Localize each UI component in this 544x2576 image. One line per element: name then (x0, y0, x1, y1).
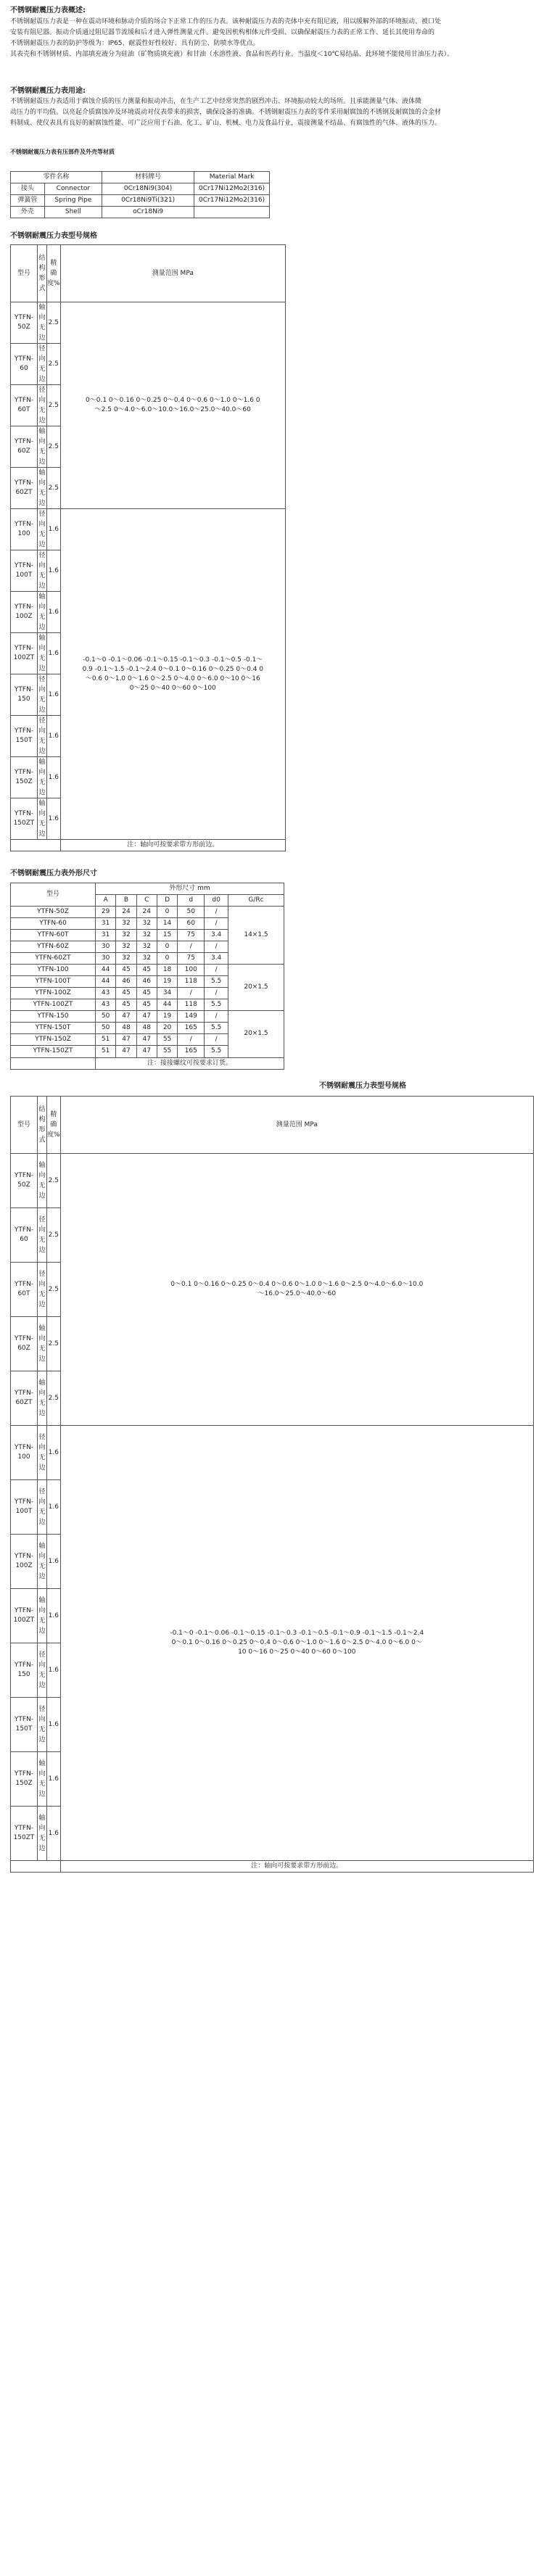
structure-cell: 径向无边 (38, 1698, 47, 1752)
table-cell: 24 (136, 906, 157, 917)
table-row (11, 509, 286, 550)
header-model: 型号 (11, 1097, 38, 1154)
table-cell: 55 (157, 1034, 177, 1046)
table-cell: 0Cr18Ni9(304) (102, 183, 194, 194)
document (10, 6, 534, 1873)
table-cell: 5.5 (205, 1023, 228, 1034)
table-row (11, 965, 284, 976)
usage-line: 动压力的平均值。以亮起介质腐蚀冲及环境震动对仪表带来的损害，确保设备的准确。不锈钢耐震压力表的零件采用耐腐蚀的不锈钢及耐腐蚀的合金材 (10, 109, 442, 116)
table-cell: 118 (178, 976, 205, 988)
table-cell: 45 (136, 965, 157, 976)
table-cell: 45 (116, 965, 136, 976)
table-cell: oCr18Ni9 (102, 206, 194, 218)
header-dim-col: C (136, 894, 157, 906)
range-cell: -0.1～0 -0.1～0.06 -0.1～0.15 -0.1～0.3 -0.1～0.5 -0.1～0.9 -0.1～1.5 -0.1～2.4 0～0.1 0～0.16 0～0.25 0～0.4 0～0.6 0～1.0 0～1.6 0～2.5 0～4.0 0～6.0 0～10 0～16 0～25 0～40 0～60 0～100 (60, 1426, 533, 1861)
note-cell: 注：轴向可按要求带方形前边。 (60, 840, 285, 851)
table-cell: 165 (178, 1046, 205, 1057)
model-cell: YTFN-100Z (11, 592, 38, 633)
table-cell: 47 (136, 1046, 157, 1057)
model-cell: YTFN-150 (11, 674, 38, 716)
accuracy-cell: 1.6 (47, 1426, 61, 1480)
header-dim-col: G/Rc (228, 894, 284, 906)
header-dim-col: d (178, 894, 205, 906)
table-cell: / (205, 988, 228, 999)
table-cell: 32 (116, 930, 136, 941)
table-cell: 44 (96, 965, 116, 976)
accuracy-cell: 1.6 (47, 674, 61, 716)
overview-title: 不锈钢耐震压力表概述: (10, 7, 86, 15)
materials-header-grade: 材料牌号 (102, 171, 194, 183)
table-cell: / (205, 941, 228, 953)
structure-cell: 轴向无边 (38, 302, 47, 344)
table-cell (194, 206, 270, 218)
table-cell: / (205, 965, 228, 976)
table-cell: 60 (178, 917, 205, 929)
table-cell: 47 (136, 1034, 157, 1046)
accuracy-cell: 1.6 (47, 1752, 61, 1807)
accuracy-cell: 1.6 (47, 1643, 61, 1698)
usage-section (10, 86, 534, 130)
model-cell: YTFN-60Z (11, 1317, 38, 1371)
structure-cell: 轴向无边 (38, 1317, 47, 1371)
table-cell: YTFN-60ZT (11, 953, 96, 965)
table-cell: 45 (136, 999, 157, 1011)
table-cell: 29 (96, 906, 116, 917)
header-dims-group: 外形尺寸 mm (96, 883, 284, 894)
accuracy-cell: 2.5 (47, 1263, 61, 1317)
structure-cell: 径向无边 (38, 385, 47, 426)
table-cell: 32 (116, 953, 136, 965)
range-cell: 0～0.1 0～0.16 0～0.25 0～0.4 0～0.6 0～1.0 0～1.6 0～2.5 0～4.0～6.0～10.0～16.0～25.0～40.0～60 (60, 302, 285, 509)
table-cell: 24 (116, 906, 136, 917)
table-cell: YTFN-100 (11, 965, 96, 976)
table-cell: 45 (116, 999, 136, 1011)
table-cell: / (205, 1034, 228, 1046)
table-cell: YTFN-50Z (11, 906, 96, 917)
materials-table (10, 171, 270, 218)
materials-header-part: 零件名称 (11, 171, 102, 183)
spec1-title: 不锈钢耐震压力表型号规格 (10, 231, 97, 240)
structure-cell: 径向无边 (38, 344, 47, 385)
table-cell: 51 (96, 1046, 116, 1057)
table-cell: 51 (96, 1034, 116, 1046)
model-cell: YTFN-60 (11, 1208, 38, 1263)
structure-cell: 轴向无边 (38, 468, 47, 509)
table-cell: YTFN-60T (11, 930, 96, 941)
spec2-section (10, 1081, 534, 1873)
structure-cell: 径向无边 (38, 1426, 47, 1480)
structure-cell: 径向无边 (38, 1263, 47, 1317)
accuracy-cell: 1.6 (47, 798, 61, 840)
header-structure: 结构形式 (38, 1097, 47, 1154)
table-cell: YTFN-100Z (11, 988, 96, 999)
table-cell: 0Cr17Ni12Mo2(316) (194, 183, 270, 194)
usage-line: 料制成、使仪表具有良好的耐腐蚀性能、可广泛应用于石油、化工、矿山、机械、电力及食品行业，震接测量不结晶、有腐蚀性的气体、液体的压力。 (10, 120, 442, 127)
table-cell: / (178, 1034, 205, 1046)
structure-cell: 径向无边 (38, 1480, 47, 1535)
model-cell: YTFN-150T (11, 1698, 38, 1752)
model-cell: YTFN-60T (11, 1263, 38, 1317)
table-cell: 32 (136, 941, 157, 953)
range-cell: -0.1～0 -0.1～0.06 -0.1～0.15 -0.1～0.3 -0.1～0.5 -0.1～0.9 -0.1～1.5 -0.1～2.4 0～0.1 0～0.16 0～0.25 0～0.4 0～0.6 0～1.0 0～1.6 0～2.5 0～4.0 0～6.0 0～10 0～16 0～25 0～40 0～60 0～100 (60, 509, 285, 840)
table-cell: 47 (116, 1011, 136, 1023)
model-cell: YTFN-100T (11, 1480, 38, 1535)
table-cell: 44 (96, 976, 116, 988)
note-row (11, 1861, 534, 1873)
accuracy-cell: 2.5 (47, 385, 61, 426)
table-cell: 19 (157, 1011, 177, 1023)
table-cell: 47 (136, 1011, 157, 1023)
dims-title: 不锈钢耐震压力表外形尺寸 (10, 870, 97, 878)
table-cell: YTFN-150 (11, 1011, 96, 1023)
table-cell: 20 (157, 1023, 177, 1034)
structure-cell: 径向无边 (38, 509, 47, 550)
structure-cell: 轴向无边 (38, 1371, 47, 1426)
table-cell: 15 (157, 930, 177, 941)
spec2-table (10, 1096, 534, 1873)
structure-cell: 轴向无边 (38, 1535, 47, 1589)
model-cell: YTFN-150 (11, 1643, 38, 1698)
model-cell: YTFN-50Z (11, 302, 38, 344)
accuracy-cell: 2.5 (47, 1208, 61, 1263)
model-cell: YTFN-100ZT (11, 1589, 38, 1643)
model-cell: YTFN-60ZT (11, 1371, 38, 1426)
table-cell: 75 (178, 953, 205, 965)
table-cell: 50 (178, 906, 205, 917)
note-spacer (11, 1057, 96, 1069)
header-dim-col: B (116, 894, 136, 906)
usage-title: 不锈钢耐震压力表用途: (10, 86, 86, 95)
table-cell: 19 (157, 976, 177, 988)
note-cell: 注：轴向可按要求带方形前边。 (60, 1861, 533, 1873)
table-cell: 32 (136, 930, 157, 941)
table-cell: 3.4 (205, 953, 228, 965)
table-cell: / (178, 988, 205, 999)
spec1-table (10, 244, 286, 851)
accuracy-cell: 1.6 (47, 509, 61, 550)
model-cell: YTFN-150T (11, 716, 38, 757)
model-cell: YTFN-60ZT (11, 468, 38, 509)
table-cell: 5.5 (205, 1046, 228, 1057)
structure-cell: 轴向无边 (38, 1589, 47, 1643)
accuracy-cell: 1.6 (47, 1698, 61, 1752)
table-cell: Spring Pipe (44, 194, 102, 206)
model-cell: YTFN-100 (11, 509, 38, 550)
structure-cell: 径向无边 (38, 550, 47, 592)
accuracy-cell: 1.6 (47, 1480, 61, 1535)
header-model: 型号 (11, 245, 38, 302)
table-row (11, 1011, 284, 1023)
model-cell: YTFN-60T (11, 385, 38, 426)
table-cell: 165 (178, 1023, 205, 1034)
accuracy-cell: 1.6 (47, 1535, 61, 1589)
overview-line: 其表壳和不锈钢材质、内部填充液分为硅油（矿物质填充液）和甘油（水溶性液、食品和医药行业、当温度＜10℃易结晶、此环境不能使用甘油压力表）。 (10, 50, 454, 58)
thread-cell: 20×1.5 (228, 965, 284, 1011)
table-cell: 31 (96, 917, 116, 929)
note-cell: 注：接接螺纹可按要求订货。 (96, 1057, 284, 1069)
structure-cell: 轴向无边 (38, 798, 47, 840)
thread-cell: 20×1.5 (228, 1011, 284, 1057)
model-cell: YTFN-60 (11, 344, 38, 385)
structure-cell: 轴向无边 (38, 757, 47, 798)
table-cell: 外壳 (11, 206, 45, 218)
table-cell: YTFN-150T (11, 1023, 96, 1034)
table-cell: 48 (136, 1023, 157, 1034)
header-dim-col: D (157, 894, 177, 906)
note-row (11, 1057, 284, 1069)
table-row (11, 206, 270, 218)
overview-line: 不锈钢耐震压力表的防护等级为：IP65、耐震性好性较好、具有防尘、防喷水等优点。 (10, 39, 260, 47)
model-cell: YTFN-100Z (11, 1535, 38, 1589)
header-dim-col: d0 (205, 894, 228, 906)
table-cell: YTFN-150Z (11, 1034, 96, 1046)
table-cell: 30 (96, 953, 116, 965)
materials-section (10, 148, 534, 218)
header-range: 测量范围 MPa (60, 1097, 533, 1154)
accuracy-cell: 2.5 (47, 302, 61, 344)
accuracy-cell: 2.5 (47, 1317, 61, 1371)
accuracy-cell: 2.5 (47, 426, 61, 468)
table-cell: 31 (96, 930, 116, 941)
overview-line: 不锈钢耐震压力表是一种在震动环境和脉动介质的场合下正常工作的压力表。该种耐震压力表的壳体中充有阻尼液，用以缓解外部的环境振动、被口处 (10, 17, 442, 25)
spec2-title: 不锈钢耐震压力表型号规格 (319, 1081, 406, 1090)
table-cell: 46 (116, 976, 136, 988)
model-cell: YTFN-100T (11, 550, 38, 592)
table-cell: YTFN-60 (11, 917, 96, 929)
table-cell: 弹簧管 (11, 194, 45, 206)
table-row (11, 302, 286, 344)
accuracy-cell: 1.6 (47, 716, 61, 757)
table-cell: 50 (96, 1011, 116, 1023)
accuracy-cell: 1.6 (47, 1807, 61, 1861)
header-dim-col: A (96, 894, 116, 906)
table-cell: 43 (96, 999, 116, 1011)
structure-cell: 轴向无边 (38, 1752, 47, 1807)
table-cell: YTFN-100ZT (11, 999, 96, 1011)
accuracy-cell: 1.6 (47, 757, 61, 798)
table-cell: / (205, 1011, 228, 1023)
table-cell: / (205, 917, 228, 929)
table-cell: 5.5 (205, 999, 228, 1011)
table-cell: 3.4 (205, 930, 228, 941)
table-cell: 44 (157, 999, 177, 1011)
accuracy-cell: 1.6 (47, 550, 61, 592)
table-cell: 43 (96, 988, 116, 999)
table-cell: 32 (116, 917, 136, 929)
accuracy-cell: 1.6 (47, 1589, 61, 1643)
header-model: 型号 (11, 883, 96, 906)
table-cell: 45 (116, 988, 136, 999)
table-header-row (11, 245, 286, 302)
table-cell: 32 (116, 941, 136, 953)
dims-section (10, 869, 534, 1069)
structure-cell: 径向无边 (38, 1643, 47, 1698)
accuracy-cell: 2.5 (47, 344, 61, 385)
table-cell: 47 (116, 1046, 136, 1057)
model-cell: YTFN-150ZT (11, 1807, 38, 1861)
structure-cell: 轴向无边 (38, 1154, 47, 1208)
table-cell: 5.5 (205, 976, 228, 988)
usage-line: 不锈钢耐震压力表适用于腐蚀介质的压力测量和振动冲击，在生产工艺中经常突然的剧烈冲击、环境振动较大的场所。且承能测量气体、液体微 (10, 98, 422, 105)
structure-cell: 轴向无边 (38, 1807, 47, 1861)
table-cell: YTFN-60Z (11, 941, 96, 953)
table-cell: Connector (44, 183, 102, 194)
table-row (11, 194, 270, 206)
table-cell: YTFN-150ZT (11, 1046, 96, 1057)
table-cell: / (205, 906, 228, 917)
note-spacer (11, 1861, 61, 1873)
table-cell: 0 (157, 953, 177, 965)
table-cell: 30 (96, 941, 116, 953)
table-row (11, 906, 284, 917)
spec1-section (10, 231, 534, 852)
table-cell: 55 (157, 1046, 177, 1057)
accuracy-cell: 1.6 (47, 592, 61, 633)
header-structure: 结构形式 (38, 245, 47, 302)
table-cell: YTFN-100T (11, 976, 96, 988)
note-row (11, 840, 286, 851)
model-cell: YTFN-100 (11, 1426, 38, 1480)
structure-cell: 轴向无边 (38, 426, 47, 468)
table-cell: Shell (44, 206, 102, 218)
table-cell: 0 (157, 941, 177, 953)
structure-cell: 轴向无边 (38, 633, 47, 674)
table-cell: 100 (178, 965, 205, 976)
model-cell: YTFN-150Z (11, 1752, 38, 1807)
note-spacer (11, 840, 61, 851)
table-cell: 47 (116, 1034, 136, 1046)
table-cell: 45 (136, 988, 157, 999)
table-cell: 14 (157, 917, 177, 929)
accuracy-cell: 2.5 (47, 468, 61, 509)
table-cell: 149 (178, 1011, 205, 1023)
table-header-row (11, 1097, 534, 1154)
dims-table (10, 883, 284, 1070)
table-row (11, 1154, 534, 1208)
table-cell: 48 (116, 1023, 136, 1034)
structure-cell: 径向无边 (38, 716, 47, 757)
table-cell: / (178, 941, 205, 953)
table-row (11, 183, 270, 194)
model-cell: YTFN-50Z (11, 1154, 38, 1208)
header-accuracy: 精确度% (47, 1097, 61, 1154)
accuracy-cell: 2.5 (47, 1154, 61, 1208)
header-accuracy: 精确度% (47, 245, 61, 302)
table-cell: 34 (157, 988, 177, 999)
table-cell: 0 (157, 906, 177, 917)
model-cell: YTFN-60Z (11, 426, 38, 468)
model-cell: YTFN-150Z (11, 757, 38, 798)
structure-cell: 径向无边 (38, 1208, 47, 1263)
accuracy-cell: 1.6 (47, 633, 61, 674)
table-header-row (11, 883, 284, 894)
table-cell: 接头 (11, 183, 45, 194)
accuracy-cell: 2.5 (47, 1371, 61, 1426)
table-cell: 0Cr18Ni9Ti(321) (102, 194, 194, 206)
table-row (11, 1426, 534, 1480)
thread-cell: 14×1.5 (228, 906, 284, 964)
structure-cell: 径向无边 (38, 674, 47, 716)
header-range: 测量范围 MPa (60, 245, 285, 302)
structure-cell: 轴向无边 (38, 592, 47, 633)
table-cell: 18 (157, 965, 177, 976)
overview-line: 安装有阻尼器。振动介质通过阻尼器节流缓和后才进入弹性测量元件。避免因机构相体元件受损、以确保耐震压力表的正常工作、延长其使用寿命的 (10, 28, 435, 36)
table-cell: 46 (136, 976, 157, 988)
model-cell: YTFN-150ZT (11, 798, 38, 840)
materials-title: 不锈钢耐震压力表有压部件及外壳等材质 (10, 149, 115, 155)
table-cell: 50 (96, 1023, 116, 1034)
table-cell: 75 (178, 930, 205, 941)
table-cell: 32 (136, 953, 157, 965)
overview-section (10, 6, 534, 60)
range-cell: 0～0.1 0～0.16 0～0.25 0～0.4 0～0.6 0～1.0 0～1.6 0～2.5 0～4.0～6.0～10.0～16.0～25.0～40.0～60 (60, 1154, 533, 1426)
materials-header-mark: Material Mark (194, 171, 270, 183)
table-cell: 32 (136, 917, 157, 929)
table-cell: 118 (178, 999, 205, 1011)
table-cell: 0Cr17Ni12Mo2(316) (194, 194, 270, 206)
model-cell: YTFN-100ZT (11, 633, 38, 674)
